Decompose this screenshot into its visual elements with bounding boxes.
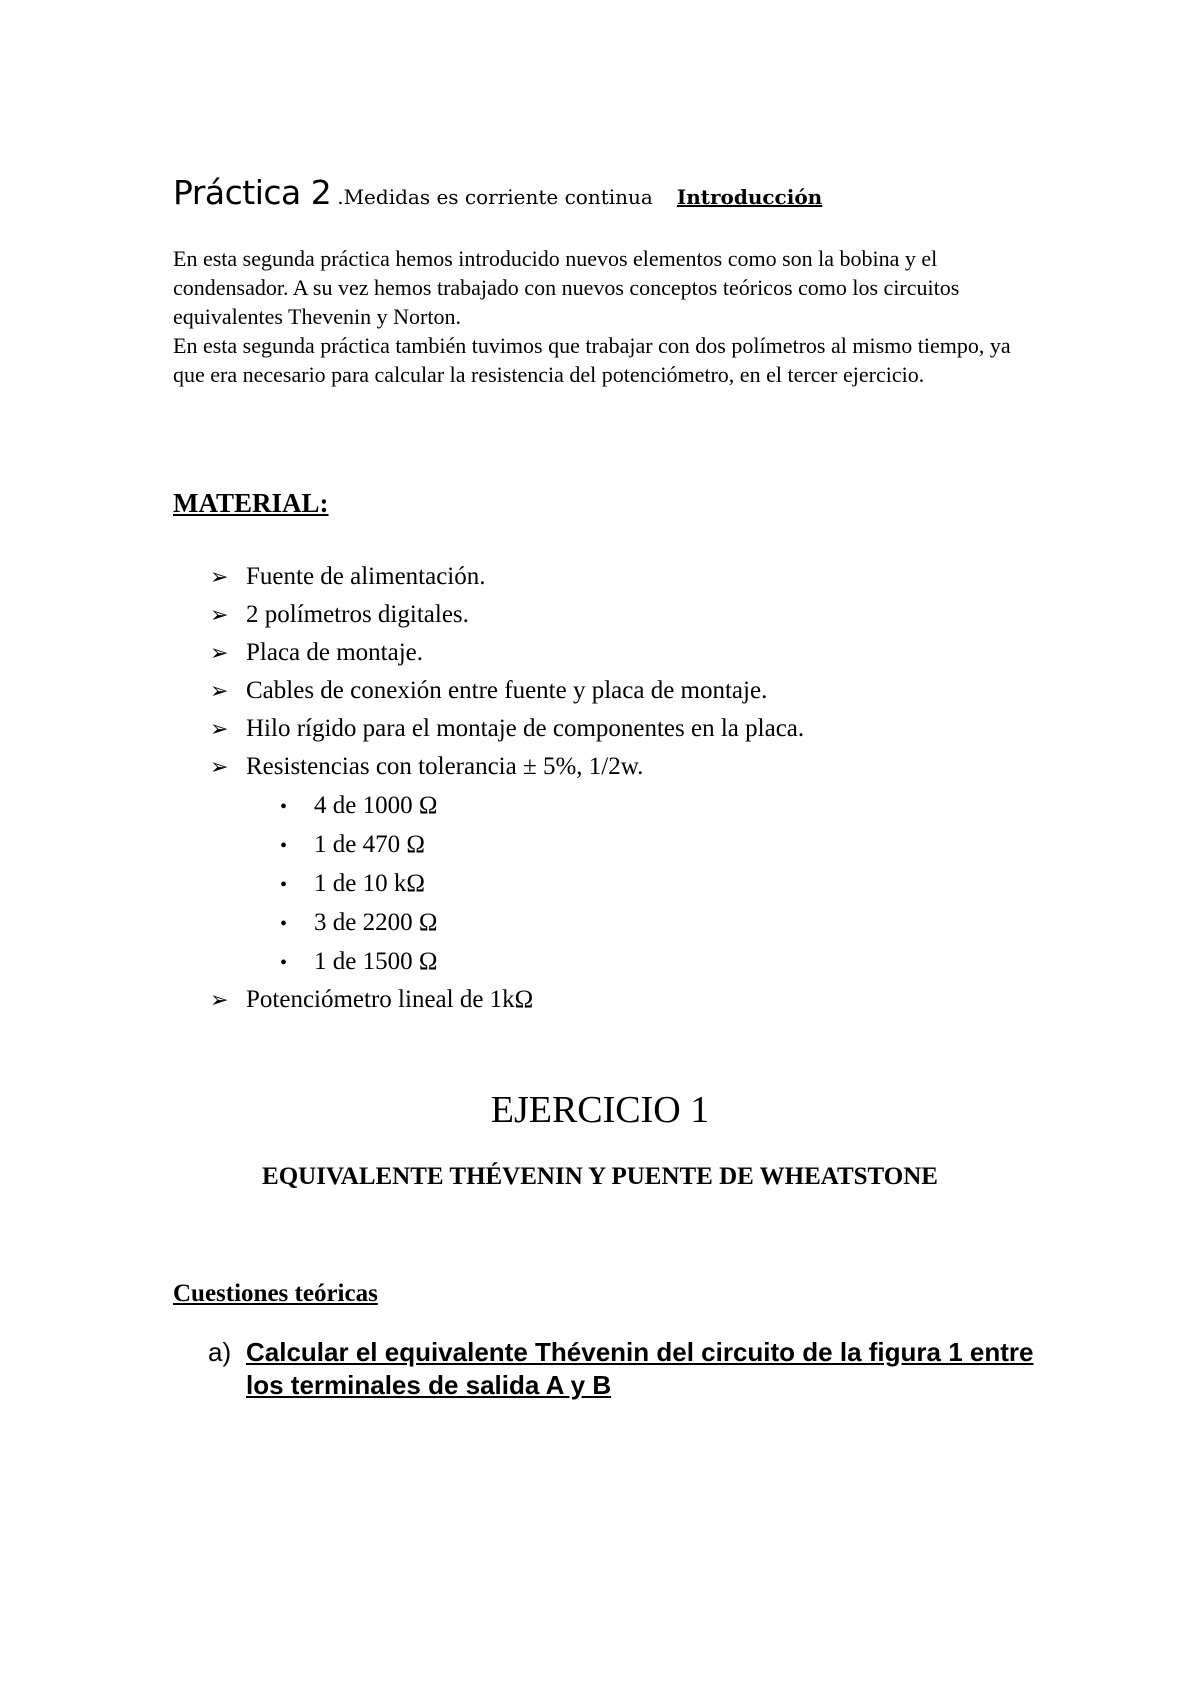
resistor-item	[210, 786, 804, 825]
practice-subtitle: .Medidas es corriente continua	[337, 185, 653, 209]
material-item-label: Cables de conexión entre fuente y placa de montaje.	[246, 677, 768, 704]
material-item	[210, 981, 804, 1019]
resistor-item-label: 1 de 1500 Ω	[314, 948, 438, 975]
intro-paragraph-2: En esta segunda práctica también tuvimos que trabajar con dos polímetros al mismo tiempo, ya que era necesario para calcular la resistencia del potenciómetro, en el tercer ejercicio.	[173, 333, 1011, 387]
arrow-bullet-icon: ➢	[210, 717, 229, 742]
dot-bullet-icon: •	[280, 874, 288, 896]
question-a	[208, 1336, 1068, 1402]
material-item-label: Placa de montaje.	[246, 639, 424, 666]
arrow-bullet-icon: ➢	[210, 565, 229, 590]
material-item-label: Potenciómetro lineal de 1kΩ	[246, 986, 534, 1013]
introduction-text	[173, 244, 1033, 389]
resistor-item	[210, 942, 804, 981]
material-item	[210, 558, 804, 596]
material-item	[210, 596, 804, 634]
material-item	[210, 634, 804, 672]
practice-title: Práctica 2	[173, 173, 332, 212]
resistor-item-label: 1 de 470 Ω	[314, 831, 425, 858]
question-marker: a)	[208, 1337, 232, 1367]
material-list	[210, 558, 804, 1019]
dot-bullet-icon: •	[280, 796, 288, 818]
resistor-item-label: 3 de 2200 Ω	[314, 909, 438, 936]
material-item	[210, 672, 804, 710]
resistor-item	[210, 903, 804, 942]
material-item-label: Resistencias con tolerancia ± 5%, 1/2w.	[246, 753, 644, 780]
arrow-bullet-icon: ➢	[210, 988, 229, 1013]
material-item-label: Fuente de alimentación.	[246, 563, 486, 590]
resistor-item	[210, 825, 804, 864]
questions-heading: Cuestiones teóricas	[173, 1280, 378, 1307]
exercise-subtitle: EQUIVALENTE THÉVENIN Y PUENTE DE WHEATSTONE	[262, 1163, 938, 1190]
question-text: Calcular el equivalente Thévenin del circuito de la figura 1 entre los terminales de salida A y B	[246, 1337, 1034, 1400]
resistor-item	[210, 864, 804, 903]
resistor-item-label: 1 de 10 kΩ	[314, 870, 425, 897]
dot-bullet-icon: •	[280, 952, 288, 974]
exercise-title: EJERCICIO 1	[490, 1089, 710, 1131]
material-item-label: 2 polímetros digitales.	[246, 601, 469, 628]
resistor-sublist-container	[210, 786, 804, 981]
arrow-bullet-icon: ➢	[210, 641, 229, 666]
arrow-bullet-icon: ➢	[210, 603, 229, 628]
resistor-item-label: 4 de 1000 Ω	[314, 792, 438, 819]
resistor-list	[210, 786, 804, 981]
arrow-bullet-icon: ➢	[210, 755, 229, 780]
arrow-bullet-icon: ➢	[210, 679, 229, 704]
dot-bullet-icon: •	[280, 913, 288, 935]
material-item	[210, 710, 804, 748]
dot-bullet-icon: •	[280, 835, 288, 857]
material-item	[210, 748, 804, 786]
page-heading	[173, 173, 822, 212]
material-item-label: Hilo rígido para el montaje de componentes en la placa.	[246, 715, 805, 742]
intro-paragraph-1: En esta segunda práctica hemos introducido nuevos elementos como son la bobina y el condensador. A su vez hemos trabajado con nuevos conceptos teóricos como los circuitos equivalentes Thevenin y Norton.	[173, 246, 960, 329]
introduction-label: Introducción	[676, 185, 823, 209]
material-heading: MATERIAL:	[173, 488, 329, 518]
